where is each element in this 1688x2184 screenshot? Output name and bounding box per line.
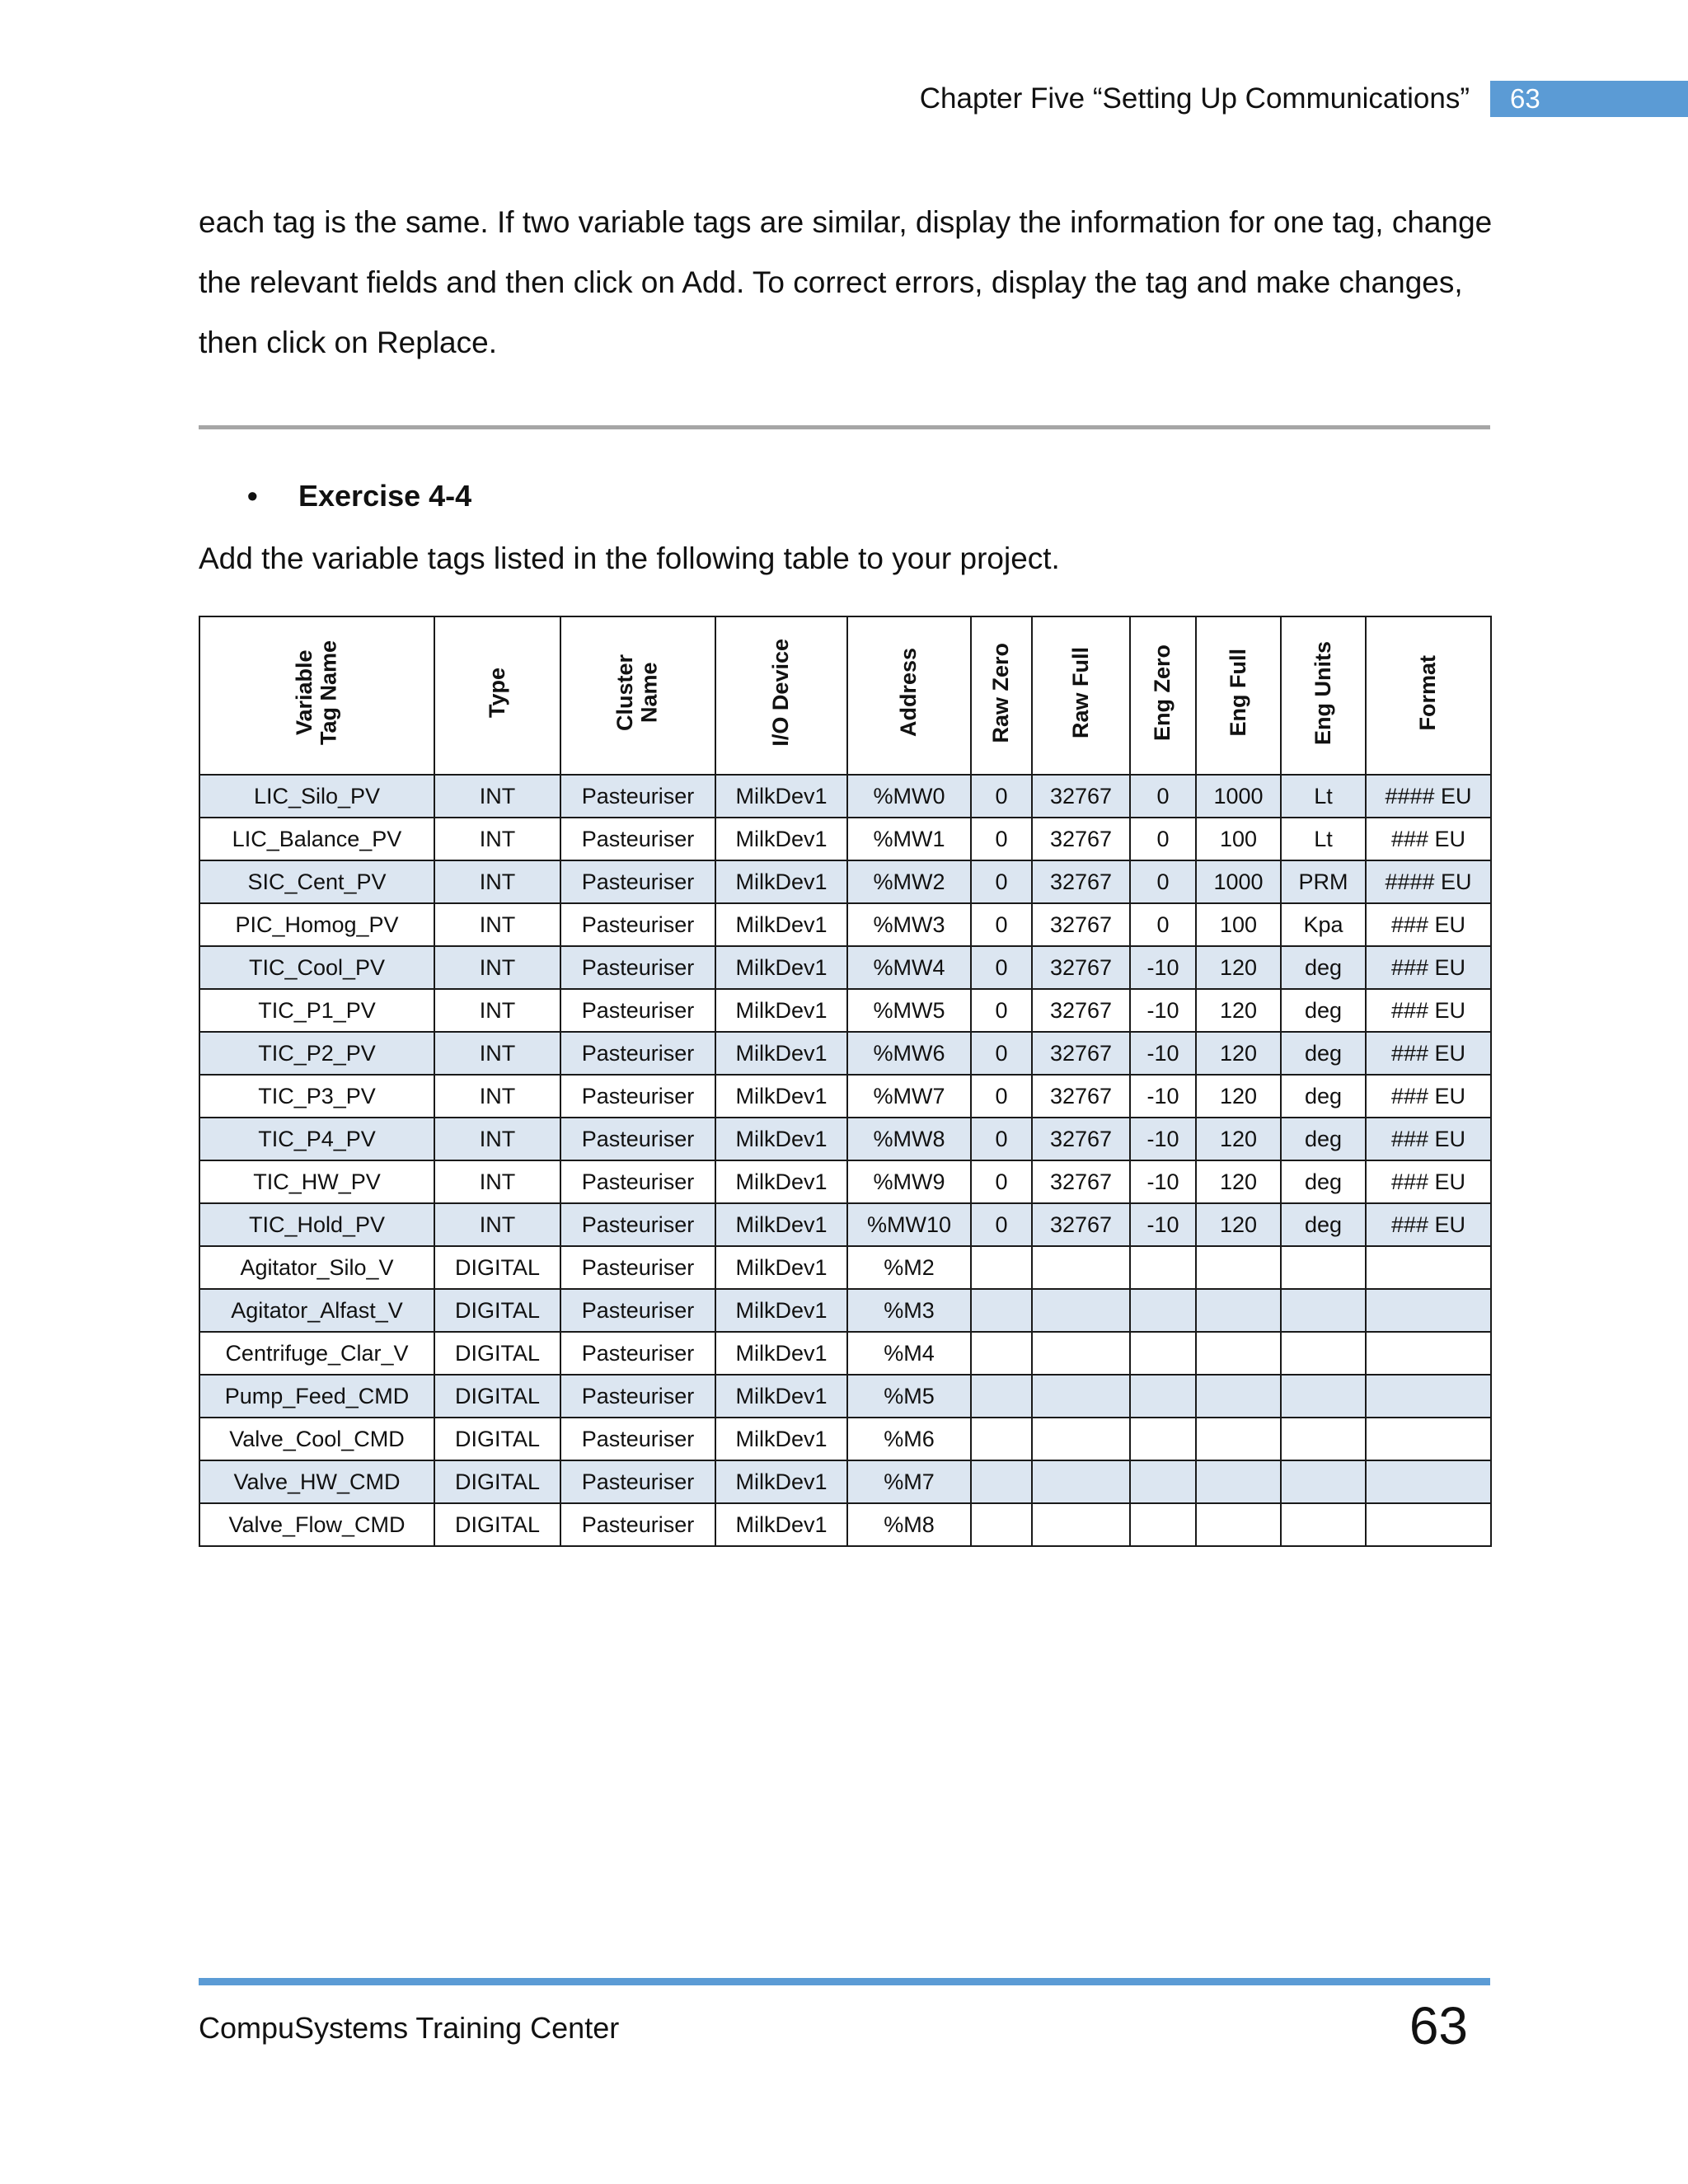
table-row — [199, 903, 1491, 946]
table-cell: %M8 — [847, 1503, 971, 1546]
table-cell: MilkDev1 — [715, 1418, 847, 1460]
table-cell: 0 — [971, 1075, 1032, 1118]
table-cell: ### EU — [1366, 903, 1491, 946]
table-cell: TIC_Cool_PV — [199, 946, 434, 989]
table-cell: Pasteuriser — [560, 860, 715, 903]
table-cell: 0 — [971, 1160, 1032, 1203]
table-cell: INT — [434, 860, 560, 903]
bullet-icon: • — [247, 479, 258, 513]
table-cell: MilkDev1 — [715, 818, 847, 860]
table-cell — [971, 1375, 1032, 1418]
table-cell: DIGITAL — [434, 1289, 560, 1332]
table-cell — [1032, 1460, 1130, 1503]
table-cell: Pasteuriser — [560, 1118, 715, 1160]
table-cell — [1032, 1503, 1130, 1546]
table-cell: Pasteuriser — [560, 1418, 715, 1460]
table-row — [199, 989, 1491, 1032]
table-cell: Valve_Flow_CMD — [199, 1503, 434, 1546]
table-cell: MilkDev1 — [715, 1375, 847, 1418]
table-cell: INT — [434, 1075, 560, 1118]
table-cell — [1196, 1460, 1281, 1503]
table-cell — [1130, 1246, 1196, 1289]
table-row — [199, 1375, 1491, 1418]
column-header — [1130, 616, 1196, 775]
table-row — [199, 818, 1491, 860]
table-row — [199, 775, 1491, 818]
table-row — [199, 1203, 1491, 1246]
table-cell — [1281, 1460, 1366, 1503]
table-cell — [1366, 1460, 1491, 1503]
table-cell: TIC_P4_PV — [199, 1118, 434, 1160]
table-cell — [1281, 1375, 1366, 1418]
table-cell: DIGITAL — [434, 1503, 560, 1546]
intro-line: each tag is the same. If two variable tags are similar, display the information for one tag, change — [199, 205, 1493, 239]
table-cell: MilkDev1 — [715, 1503, 847, 1546]
table-cell: Lt — [1281, 775, 1366, 818]
table-cell: Pasteuriser — [560, 989, 715, 1032]
column-header-label: Format — [1415, 654, 1441, 731]
column-header-label: Raw Zero — [988, 642, 1014, 743]
column-header-label: Eng Units — [1310, 640, 1335, 745]
table-cell — [1032, 1332, 1130, 1375]
table-cell — [1366, 1246, 1491, 1289]
table-cell: LIC_Balance_PV — [199, 818, 434, 860]
table-cell: DIGITAL — [434, 1375, 560, 1418]
table-cell — [971, 1332, 1032, 1375]
column-header-label: Address — [896, 648, 921, 738]
table-cell — [971, 1246, 1032, 1289]
table-cell: 0 — [971, 1203, 1032, 1246]
table-cell: Valve_Cool_CMD — [199, 1418, 434, 1460]
table-cell: deg — [1281, 1118, 1366, 1160]
intro-paragraph — [199, 192, 1501, 373]
footer-org-name: CompuSystems Training Center — [199, 2011, 620, 2045]
table-cell: 32767 — [1032, 1203, 1130, 1246]
table-row — [199, 1160, 1491, 1203]
table-cell — [971, 1503, 1032, 1546]
table-cell: Pasteuriser — [560, 1246, 715, 1289]
table-cell: %MW10 — [847, 1203, 971, 1246]
table-cell: MilkDev1 — [715, 946, 847, 989]
table-cell: Kpa — [1281, 903, 1366, 946]
table-cell: 1000 — [1196, 775, 1281, 818]
column-header — [560, 616, 715, 775]
table-cell: Pasteuriser — [560, 1332, 715, 1375]
table-cell: 1000 — [1196, 860, 1281, 903]
table-cell — [1032, 1246, 1130, 1289]
table-cell: 32767 — [1032, 818, 1130, 860]
exercise-instruction: Add the variable tags listed in the following table to your project. — [199, 541, 1060, 575]
table-cell: Pasteuriser — [560, 1203, 715, 1246]
table-cell: Pasteuriser — [560, 1075, 715, 1118]
table-cell — [1196, 1332, 1281, 1375]
exercise-heading — [247, 473, 471, 519]
table-cell — [1032, 1375, 1130, 1418]
table-cell: Pump_Feed_CMD — [199, 1375, 434, 1418]
table-cell: 32767 — [1032, 1160, 1130, 1203]
table-cell: %M5 — [847, 1375, 971, 1418]
table-cell: 100 — [1196, 903, 1281, 946]
table-cell: LIC_Silo_PV — [199, 775, 434, 818]
table-cell: INT — [434, 1032, 560, 1075]
column-header-label: Cluster Name — [612, 654, 662, 732]
table-cell: 0 — [971, 775, 1032, 818]
exercise-title: Exercise 4-4 — [298, 479, 472, 513]
table-cell: 0 — [971, 1118, 1032, 1160]
table-cell: %MW1 — [847, 818, 971, 860]
table-cell: TIC_HW_PV — [199, 1160, 434, 1203]
column-header-label: I/O Device — [768, 639, 794, 747]
table-cell: 0 — [1130, 903, 1196, 946]
table-cell: TIC_P1_PV — [199, 989, 434, 1032]
table-cell: -10 — [1130, 1160, 1196, 1203]
table-cell: SIC_Cent_PV — [199, 860, 434, 903]
table-cell: Agitator_Silo_V — [199, 1246, 434, 1289]
table-cell — [1366, 1289, 1491, 1332]
column-header — [847, 616, 971, 775]
table-row — [199, 1418, 1491, 1460]
table-cell: #### EU — [1366, 775, 1491, 818]
table-cell: Pasteuriser — [560, 1503, 715, 1546]
table-cell: MilkDev1 — [715, 860, 847, 903]
table-cell — [1366, 1332, 1491, 1375]
table-cell: 32767 — [1032, 903, 1130, 946]
table-cell: 120 — [1196, 1032, 1281, 1075]
table-cell: %M2 — [847, 1246, 971, 1289]
column-header — [715, 616, 847, 775]
table-cell: %M7 — [847, 1460, 971, 1503]
table-cell — [1366, 1375, 1491, 1418]
table-cell: INT — [434, 903, 560, 946]
table-cell: 0 — [971, 1032, 1032, 1075]
table-cell: INT — [434, 1203, 560, 1246]
table-cell: -10 — [1130, 1203, 1196, 1246]
table-cell: ### EU — [1366, 1075, 1491, 1118]
table-cell: INT — [434, 1160, 560, 1203]
table-cell: INT — [434, 989, 560, 1032]
table-cell: ### EU — [1366, 818, 1491, 860]
column-header-label: Variable Tag Name — [291, 640, 341, 746]
table-cell: ### EU — [1366, 1118, 1491, 1160]
table-cell — [1196, 1375, 1281, 1418]
table-cell — [1281, 1246, 1366, 1289]
table-cell — [1196, 1418, 1281, 1460]
table-cell: PRM — [1281, 860, 1366, 903]
table-cell: 32767 — [1032, 1032, 1130, 1075]
table-cell — [1130, 1503, 1196, 1546]
table-cell — [1366, 1503, 1491, 1546]
table-cell: 0 — [1130, 775, 1196, 818]
table-cell: Pasteuriser — [560, 818, 715, 860]
table-cell: 32767 — [1032, 860, 1130, 903]
table-cell: deg — [1281, 1203, 1366, 1246]
table-cell: deg — [1281, 1032, 1366, 1075]
table-cell: -10 — [1130, 989, 1196, 1032]
table-cell: INT — [434, 818, 560, 860]
table-cell: MilkDev1 — [715, 1246, 847, 1289]
table-cell — [1130, 1418, 1196, 1460]
table-cell: MilkDev1 — [715, 1075, 847, 1118]
table-cell: %MW2 — [847, 860, 971, 903]
table-cell: Centrifuge_Clar_V — [199, 1332, 434, 1375]
column-header — [1366, 616, 1491, 775]
table-cell: MilkDev1 — [715, 775, 847, 818]
table-row — [199, 1075, 1491, 1118]
table-row — [199, 946, 1491, 989]
table-cell: INT — [434, 946, 560, 989]
table-cell — [1366, 1418, 1491, 1460]
table-cell: ### EU — [1366, 1032, 1491, 1075]
table-cell: Valve_HW_CMD — [199, 1460, 434, 1503]
table-cell: 32767 — [1032, 775, 1130, 818]
table-cell — [1281, 1503, 1366, 1546]
table-cell: %M4 — [847, 1332, 971, 1375]
column-header — [1196, 616, 1281, 775]
footer-divider — [199, 1978, 1490, 1985]
table-cell: INT — [434, 775, 560, 818]
table-cell: 0 — [971, 946, 1032, 989]
table-cell: 0 — [971, 860, 1032, 903]
table-cell: ### EU — [1366, 1160, 1491, 1203]
column-header-label: Type — [484, 667, 509, 718]
table-cell: 120 — [1196, 1160, 1281, 1203]
table-cell: %MW0 — [847, 775, 971, 818]
table-cell: 32767 — [1032, 1118, 1130, 1160]
table-cell — [971, 1418, 1032, 1460]
table-cell: 120 — [1196, 989, 1281, 1032]
table-cell — [1281, 1418, 1366, 1460]
table-cell: MilkDev1 — [715, 1118, 847, 1160]
table-cell: MilkDev1 — [715, 1289, 847, 1332]
table-cell: 120 — [1196, 1075, 1281, 1118]
table-cell — [1130, 1289, 1196, 1332]
table-row — [199, 1503, 1491, 1546]
table-cell: MilkDev1 — [715, 903, 847, 946]
table-cell: DIGITAL — [434, 1418, 560, 1460]
table-cell: %MW6 — [847, 1032, 971, 1075]
table-cell: 32767 — [1032, 989, 1130, 1032]
table-row — [199, 1289, 1491, 1332]
table-cell: 100 — [1196, 818, 1281, 860]
header-chapter-title: Chapter Five “Setting Up Communications” — [919, 82, 1470, 115]
table-cell: 0 — [971, 818, 1032, 860]
table-cell: Pasteuriser — [560, 946, 715, 989]
table-cell: DIGITAL — [434, 1460, 560, 1503]
table-cell: %MW8 — [847, 1118, 971, 1160]
table-header-row — [199, 616, 1491, 775]
table-cell: TIC_P3_PV — [199, 1075, 434, 1118]
table-cell: 0 — [1130, 860, 1196, 903]
table-cell: Pasteuriser — [560, 1032, 715, 1075]
table-cell: ### EU — [1366, 989, 1491, 1032]
table-cell: INT — [434, 1118, 560, 1160]
table-cell: MilkDev1 — [715, 1203, 847, 1246]
table-cell: %MW7 — [847, 1075, 971, 1118]
table-cell: deg — [1281, 1160, 1366, 1203]
table-body — [199, 775, 1491, 1546]
table-cell: DIGITAL — [434, 1332, 560, 1375]
intro-line: then click on Replace. — [199, 326, 497, 359]
table-cell: DIGITAL — [434, 1246, 560, 1289]
table-cell: 120 — [1196, 1118, 1281, 1160]
table-cell: %MW5 — [847, 989, 971, 1032]
table-cell: #### EU — [1366, 860, 1491, 903]
table-cell: -10 — [1130, 1032, 1196, 1075]
table-cell: MilkDev1 — [715, 1332, 847, 1375]
table-cell: 0 — [971, 903, 1032, 946]
header-page-number: 63 — [1490, 81, 1688, 117]
table-cell: Agitator_Alfast_V — [199, 1289, 434, 1332]
table-cell: deg — [1281, 946, 1366, 989]
table-cell: MilkDev1 — [715, 1160, 847, 1203]
table-cell — [1281, 1289, 1366, 1332]
column-header — [434, 616, 560, 775]
table-cell: -10 — [1130, 946, 1196, 989]
column-header — [1281, 616, 1366, 775]
table-row — [199, 1246, 1491, 1289]
column-header — [971, 616, 1032, 775]
table-row — [199, 1032, 1491, 1075]
table-cell: MilkDev1 — [715, 989, 847, 1032]
table-cell: TIC_P2_PV — [199, 1032, 434, 1075]
column-header — [199, 616, 434, 775]
table-cell — [1196, 1503, 1281, 1546]
column-header — [1032, 616, 1130, 775]
table-cell: -10 — [1130, 1075, 1196, 1118]
table-cell: ### EU — [1366, 1203, 1491, 1246]
intro-line: the relevant fields and then click on Add. To correct errors, display the tag and make changes, — [199, 265, 1463, 299]
table-cell: ### EU — [1366, 946, 1491, 989]
table-cell: -10 — [1130, 1118, 1196, 1160]
footer-page-number: 63 — [1409, 1996, 1468, 2055]
column-header-label: Eng Full — [1225, 649, 1250, 737]
table-cell: 32767 — [1032, 1075, 1130, 1118]
table-cell: TIC_Hold_PV — [199, 1203, 434, 1246]
table-cell — [971, 1289, 1032, 1332]
table-cell: %MW4 — [847, 946, 971, 989]
table-cell — [1130, 1332, 1196, 1375]
table-cell — [1196, 1289, 1281, 1332]
table-cell: 120 — [1196, 946, 1281, 989]
table-cell: Pasteuriser — [560, 1460, 715, 1503]
table-cell: 120 — [1196, 1203, 1281, 1246]
table-cell: Pasteuriser — [560, 1160, 715, 1203]
table-cell: PIC_Homog_PV — [199, 903, 434, 946]
table-cell: 32767 — [1032, 946, 1130, 989]
table-cell: Pasteuriser — [560, 903, 715, 946]
column-header-label: Raw Full — [1067, 646, 1093, 738]
table-row — [199, 1460, 1491, 1503]
table-cell — [971, 1460, 1032, 1503]
table-cell — [1032, 1418, 1130, 1460]
table-row — [199, 860, 1491, 903]
table-cell: %MW9 — [847, 1160, 971, 1203]
table-cell — [1130, 1460, 1196, 1503]
table-cell — [1130, 1375, 1196, 1418]
column-header-label: Eng Zero — [1150, 644, 1175, 741]
table-cell: Pasteuriser — [560, 1375, 715, 1418]
section-divider — [199, 425, 1490, 429]
table-cell: deg — [1281, 1075, 1366, 1118]
table-cell: %M6 — [847, 1418, 971, 1460]
table-cell — [1196, 1246, 1281, 1289]
table-cell: Pasteuriser — [560, 1289, 715, 1332]
table-cell: 0 — [1130, 818, 1196, 860]
table-cell: Pasteuriser — [560, 775, 715, 818]
table-cell — [1032, 1289, 1130, 1332]
table-cell — [1281, 1332, 1366, 1375]
table-cell: %MW3 — [847, 903, 971, 946]
variable-tags-table — [199, 616, 1492, 1547]
table-cell: deg — [1281, 989, 1366, 1032]
table-cell: MilkDev1 — [715, 1032, 847, 1075]
table-row — [199, 1118, 1491, 1160]
table-cell: 0 — [971, 989, 1032, 1032]
table-cell: %M3 — [847, 1289, 971, 1332]
table-cell: MilkDev1 — [715, 1460, 847, 1503]
table-row — [199, 1332, 1491, 1375]
table-cell: Lt — [1281, 818, 1366, 860]
